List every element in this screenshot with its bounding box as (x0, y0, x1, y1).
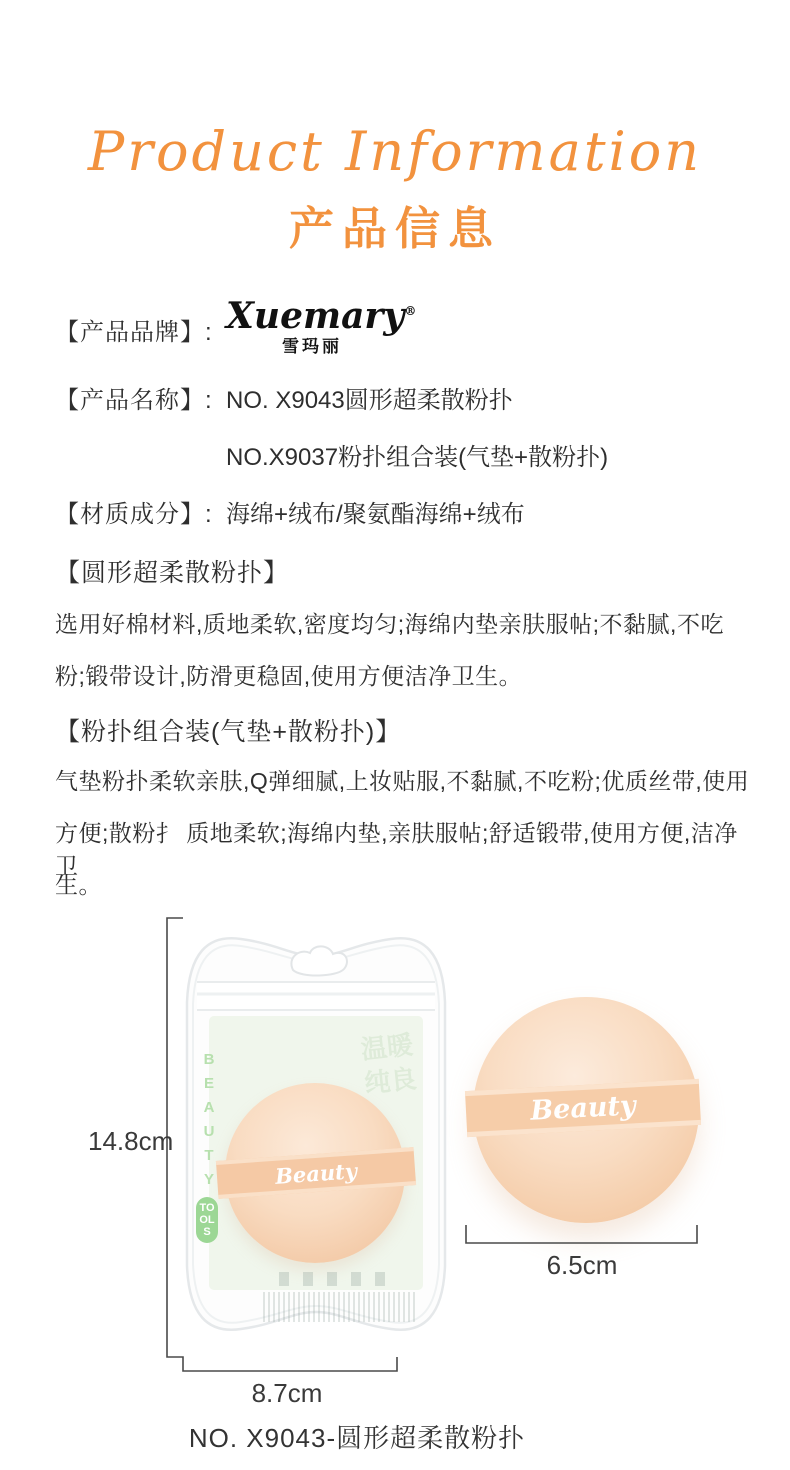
packaged-product-image (183, 920, 449, 1348)
product-name-line2: NO.X9037粉扑组合装(气垫+散粉扑) (226, 444, 609, 471)
puff-diameter-dimension: 6.5cm (546, 1250, 618, 1280)
bag-certification-marks (279, 1272, 399, 1286)
bag-width-dimension: 8.7cm (251, 1378, 323, 1408)
brand-logo-chinese: 雪玛丽 (282, 337, 342, 356)
powder-puff-ribbon-text: Beauty (529, 1089, 637, 1127)
bag-height-dimension: 14.8cm (88, 1126, 174, 1156)
brand-logo (226, 293, 417, 357)
product-name-line1: NO. X9043圆形超柔散粉扑 (226, 387, 513, 414)
material-label: 【材质成分】: (55, 501, 213, 528)
section2-line2: 方便;散粉扌 质地柔软;海绵内垫,亲肤服帖;舒适锻带,使用方便,洁净卫 (55, 820, 738, 879)
page-title-chinese: 产品信息 (288, 203, 501, 254)
section1-line2: 粉;锻带设计,防滑更稳固,使用方便洁净卫生。 (55, 663, 523, 689)
bag-side-vertical-text: BEAUTY (203, 1051, 215, 1188)
page-title-english: Product Information (87, 120, 703, 183)
bag-puff-ribbon-text: Beauty (274, 1157, 358, 1189)
bag-barcode (263, 1292, 417, 1322)
registered-trademark-icon: ® (404, 304, 417, 318)
section2-line3: 生。 (55, 872, 102, 898)
material-value: 海绵+绒布/聚氨酯海绵+绒布 (226, 501, 525, 528)
brand-logo-script (226, 293, 417, 337)
section1-heading: 【圆形超柔散粉扑】 (55, 559, 290, 587)
figure-caption: NO. X9043-圆形超柔散粉扑 (188, 1423, 526, 1453)
brand-logo-name: Xuemary (226, 295, 405, 337)
product-name-label: 【产品名称】: (55, 387, 213, 414)
section2-line1: 气垫粉扑柔软亲肤,Q弹细腻,上妆贴服,不黏腻,不吃粉;优质丝带,使用 (55, 768, 750, 794)
brand-label: 【产品品牌】: (55, 319, 213, 346)
bag-seal-stamp: 温暖纯良 (359, 1029, 418, 1099)
section1-line1: 选用好棉材料,质地柔软,密度均匀;海绵内垫亲肤服帖;不黏腻,不吃 (55, 611, 724, 637)
section2-heading: 【粉扑组合装(气垫+散粉扑)】 (55, 718, 402, 746)
bag-side-badge: TOOLS (196, 1197, 218, 1243)
